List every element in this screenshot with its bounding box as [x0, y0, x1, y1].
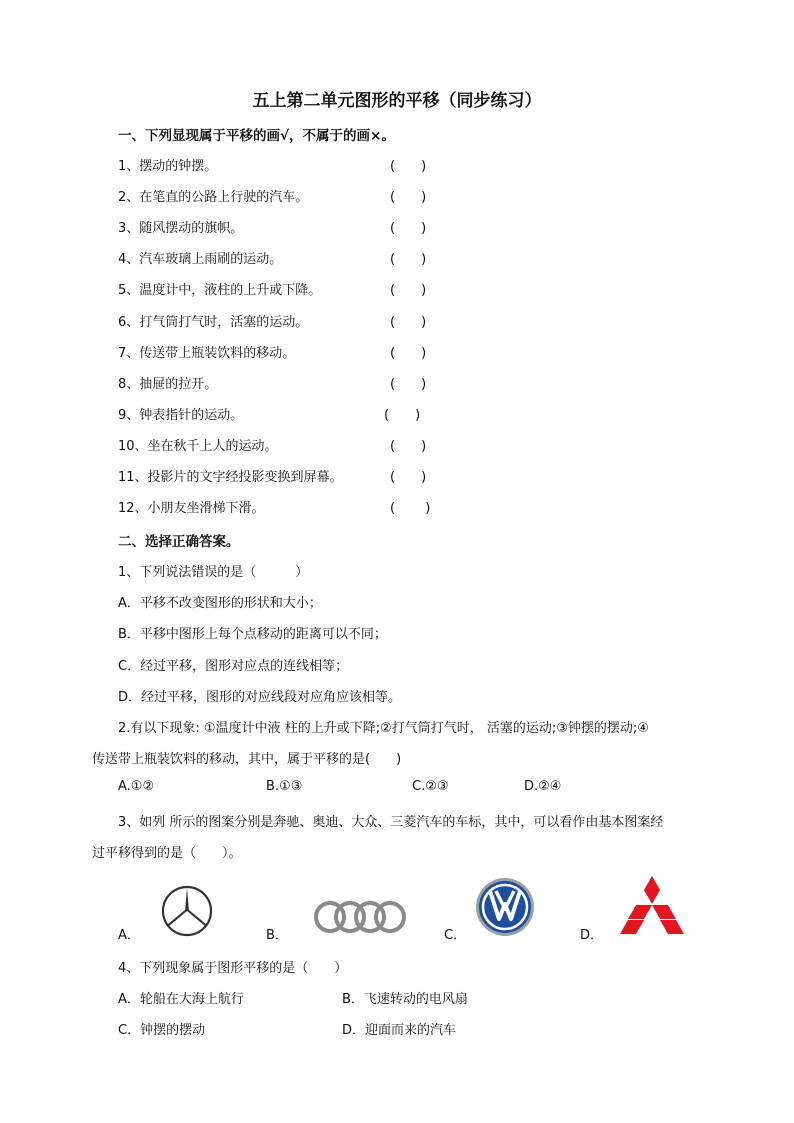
q4-stem: 4、下列现象属于图形平移的是（ ）: [118, 961, 348, 976]
q4-option-b: B．飞速转动的电风扇: [342, 992, 468, 1007]
q1-option-b: B．平移中图形上每个点移动的距离可以不同；: [118, 627, 387, 642]
volkswagen-logo-icon: [474, 876, 536, 938]
section1-item-text: 7、传送带上瓶装饮料的移动。: [118, 345, 296, 361]
mitsubishi-logo-icon: [618, 874, 686, 936]
section1-item-text: 12、小朋友坐滑梯下滑。: [118, 501, 265, 517]
audi-logo-icon: [312, 898, 408, 936]
section1-item-answer-blank[interactable]: ( ): [390, 221, 427, 237]
page-title: 五上第二单元图形的平移（同步练习）: [252, 91, 542, 111]
q3-option-b-label: B．: [266, 928, 288, 943]
q3-option-a-label: A．: [118, 928, 140, 943]
q1-option-d: D．经过平移，图形的对应线段对应角应该相等。: [118, 690, 402, 705]
section1-item-text: 11、投影片的文字经投影变换到屏幕。: [118, 470, 343, 485]
section1-item-text: 8、抽屉的拉开。: [118, 376, 218, 392]
section1-item-text: 6、打气筒打气时，活塞的运动。: [118, 314, 309, 330]
section1-heading: 一、下列显现属于平移的画√，不属于的画×。: [118, 128, 395, 144]
section1-item-answer-blank[interactable]: ( ): [384, 407, 421, 423]
q2-option-b: B.①③: [266, 779, 303, 794]
section1-item-answer-blank[interactable]: ( ): [390, 376, 427, 392]
section1-item-answer-blank[interactable]: ( ): [390, 252, 427, 268]
q4-option-a: A．轮船在大海上航行: [118, 992, 244, 1007]
section1-item-answer-blank[interactable]: ( ): [390, 190, 427, 206]
q3-line1: 3、如列 所示的图案分别是奔驰、奥迪、大众、三菱汽车的车标，其中，可以看作由基本图案经: [118, 815, 664, 830]
section1-item-text: 1、摆动的钟摆。: [118, 159, 218, 174]
section2-heading: 二、选择正确答案。: [118, 534, 240, 550]
section1-item-answer-blank[interactable]: ( ): [390, 345, 427, 361]
q1-option-a: A．平移不改变图形的形状和大小；: [118, 596, 322, 611]
q2-line2: 传送带上瓶装饮料的移动，其中，属于平移的是( ): [92, 752, 402, 767]
section1-item-answer-blank[interactable]: ( ): [390, 470, 427, 485]
section1-item-text: 9、钟表指针的运动。: [118, 407, 244, 423]
q2-option-c: C.②③: [412, 779, 449, 794]
section1-item-answer-blank[interactable]: ( ): [390, 159, 427, 174]
mercedes-logo-icon: [156, 880, 218, 942]
section1-item-text: 2、在笔直的公路上行驶的汽车。: [118, 190, 309, 206]
section1-item-answer-blank[interactable]: ( ): [390, 438, 427, 454]
section1-item-answer-blank[interactable]: ( ): [390, 314, 427, 330]
q2-option-d: D.②④: [524, 779, 562, 794]
section1-item-text: 10、坐在秋千上人的运动。: [118, 438, 278, 454]
section1-item-text: 5、温度计中，液柱的上升或下降。: [118, 283, 322, 299]
section1-item-answer-blank[interactable]: ( ): [390, 283, 427, 299]
q2-line1: 2.有以下现象: ①温度计中液 柱的上升或下降;②打气筒打气时， 活塞的运动;③钟摆的摆动;④: [118, 721, 649, 736]
section1-item-answer-blank[interactable]: ( ): [390, 501, 431, 517]
q4-option-c: C．钟摆的摆动: [118, 1023, 206, 1038]
section1-item-text: 3、随风摆动的旗帜。: [118, 221, 244, 237]
q1-option-c: C．经过平移，图形对应点的连线相等；: [118, 659, 349, 674]
q2-option-a: A.①②: [118, 779, 155, 794]
q4-option-d: D．迎面而来的汽车: [342, 1023, 457, 1038]
q3-option-d-label: D．: [580, 928, 604, 943]
q3-option-c-label: C．: [444, 928, 467, 943]
q1-stem: 1、下列说法错误的是（ ）: [118, 565, 309, 580]
q3-line2: 过平移得到的是（ ）。: [92, 846, 242, 861]
section1-item-text: 4、汽车玻璃上雨刷的运动。: [118, 252, 283, 268]
